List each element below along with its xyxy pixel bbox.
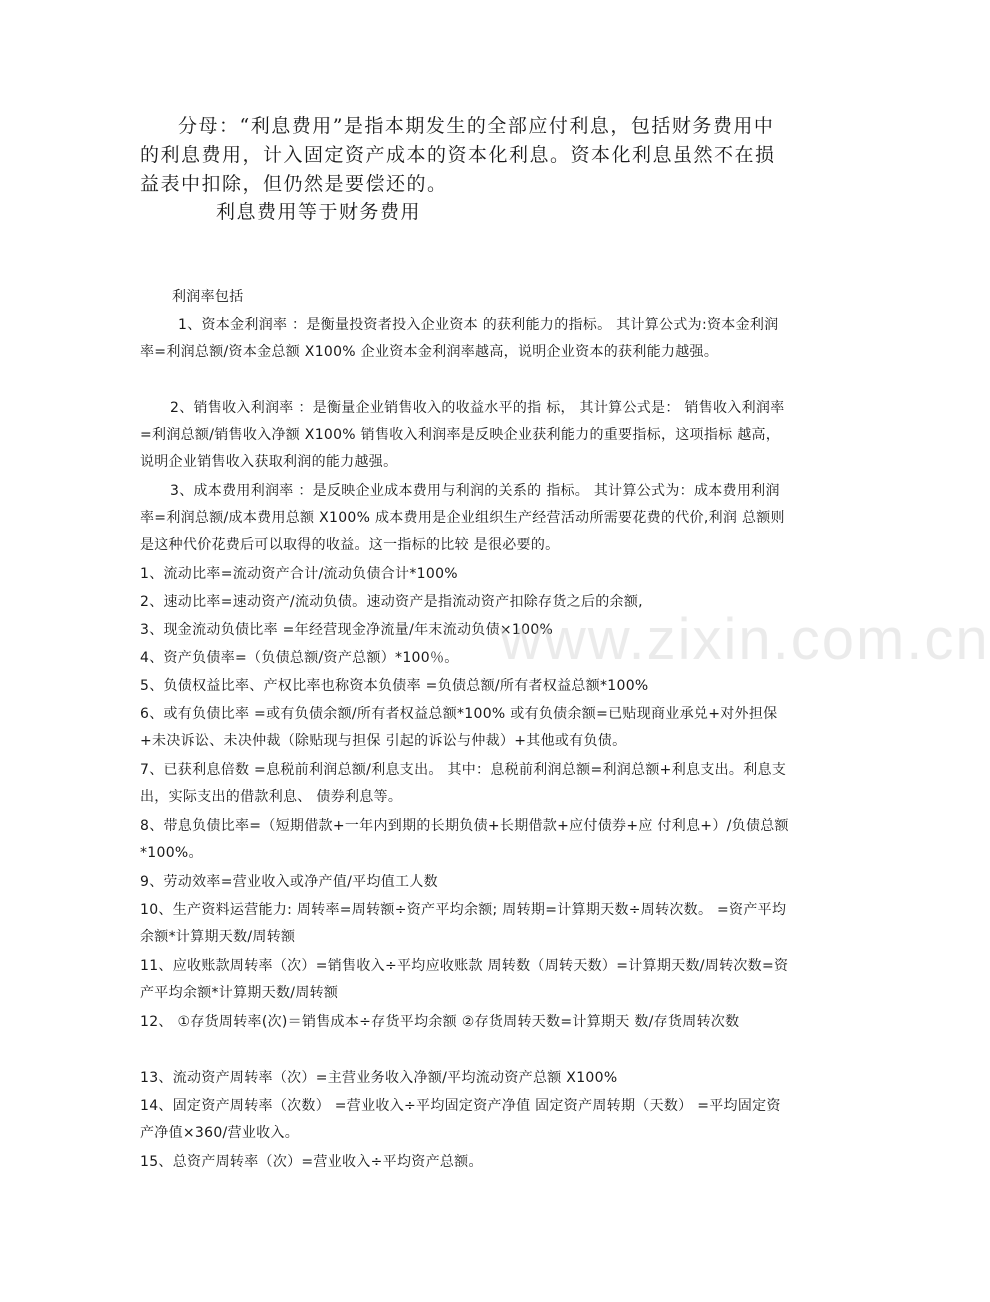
- denominator-paragraph: 分母：“利息费用”是指本期发生的全部应付利息，包括财务费用中的利息费用，计入固定资产成本的资本化利息。资本化利息虽然不在损益表中扣除，但仍然是要偿还的。: [140, 115, 776, 195]
- profit-item-2: 2、销售收入利润率 ：是衡量企业销售收入的收益水平的指 标， 其计算公式是： 销售收入利润率=利润总额/销售收入净额 X100% 销售收入利润率是反映企业获利能力的重要指标，这项指标 越高，说明企业销售收入获取利润的能力越强。: [140, 400, 785, 470]
- ratio-8: 8、带息负债比率=（短期借款+一年内到期的长期负债+长期借款+应付债券+应 付利息+）/负债总额*100%。: [140, 818, 789, 861]
- ratio-14: 14、固定资产周转率（次数） =营业收入÷平均固定资产净值 固定资产周转期（天数） =平均固定资产净值×360/营业收入。: [140, 1098, 781, 1141]
- ratio-13: 13、流动资产周转率（次）=主营业务收入净额/平均流动资产总额 X100%: [140, 1070, 618, 1086]
- ratio-1: 1、流动比率=流动资产合计/流动负债合计*100%: [140, 566, 458, 582]
- ratio-11: 11、应收账款周转率（次）=销售收入÷平均应收账款 周转数（周转天数）=计算期天数/周转次数=资产平均余额*计算期天数/周转额: [140, 958, 789, 1001]
- profit-item-1: 1、资本金利润率 ：是衡量投资者投入企业资本 的获利能力的指标。 其计算公式为:资本金利润率=利润总额/资本金总额 X100% 企业资本金利润率越高，说明企业资本的获利能力越强。: [140, 317, 779, 360]
- ratio-4: 4、资产负债率=（负债总额/资产总额）*100％。: [140, 650, 459, 666]
- interest-note: 利息费用等于财务费用: [216, 201, 422, 223]
- ratio-2: 2、速动比率=速动资产/流动负债。速动资产是指流动资产扣除存货之后的余额,: [140, 594, 643, 610]
- ratio-3: 3、现金流动负债比率 =年经营现金净流量/年末流动负债×100%: [140, 622, 554, 638]
- ratio-12: 12、 ①存货周转率(次)＝销售成本÷存货平均余额 ②存货周转天数=计算期天 数/存货周转次数: [140, 1014, 740, 1030]
- ratio-6: 6、或有负债比率 =或有负债余额/所有者权益总额*100% 或有负债余额=已贴现商业承兑+对外担保+未决诉讼、未决仲裁（除贴现与担保 引起的诉讼与仲裁）+其他或有负债。: [140, 706, 778, 749]
- profit-item-3: 3、成本费用利润率 ：是反映企业成本费用与利润的关系的 指标。 其计算公式为：成本费用利润率=利润总额/成本费用总额 X100% 成本费用是企业组织生产经营活动所需要花费的代价,利润 总额则是这种代价花费后可以取得的收益。这一指标的比较 是很必要的。: [140, 483, 785, 553]
- ratio-15: 15、总资产周转率（次）=营业收入÷平均资产总额。: [140, 1154, 483, 1170]
- ratio-9: 9、劳动效率=营业收入或净产值/平均值工人数: [140, 874, 438, 890]
- profit-heading: 利润率包括: [172, 289, 244, 305]
- ratio-10: 10、生产资料运营能力: 周转率=周转额÷资产平均余额; 周转期=计算期天数÷周转次数。 =资产平均余额*计算期天数/周转额: [140, 902, 787, 945]
- ratio-5: 5、负债权益比率、产权比率也称资本负债率 =负债总额/所有者权益总额*100%: [140, 678, 649, 694]
- watermark: www.zixin.com.cn: [500, 607, 990, 672]
- ratio-7: 7、已获利息倍数 =息税前利润总额/利息支出。 其中：息税前利润总额=利润总额+利息支出。利息支出，实际支出的借款利息、 债券利息等。: [140, 762, 787, 805]
